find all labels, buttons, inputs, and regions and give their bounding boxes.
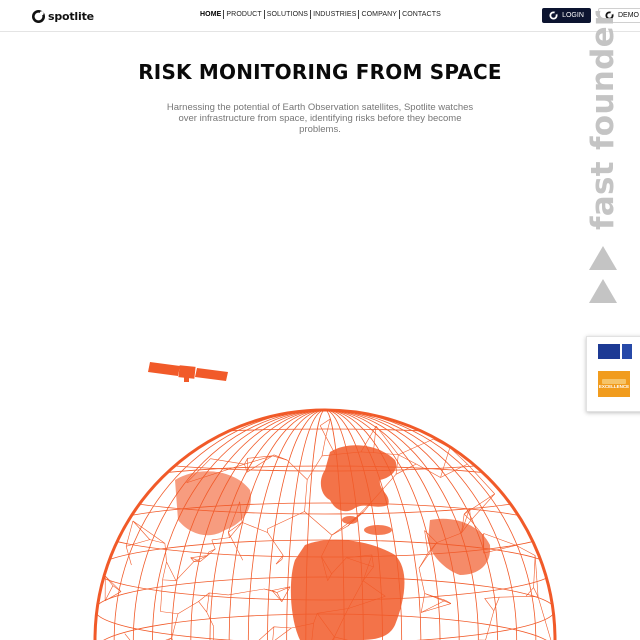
satellite-icon bbox=[148, 362, 228, 382]
eu-flag-icon bbox=[598, 344, 620, 359]
seal-text: EXCELLENCE bbox=[598, 384, 630, 389]
page-title: RISK MONITORING FROM SPACE bbox=[138, 60, 502, 84]
page-subtitle: Harnessing the potential of Earth Observation satellites, Spotlite watches over infrastructure from space, identifying risks before they become problems. bbox=[166, 102, 474, 135]
seal-of-excellence bbox=[598, 371, 630, 397]
nav-company[interactable]: COMPANY bbox=[361, 11, 398, 18]
logo-text: spotlite bbox=[48, 9, 94, 23]
continents bbox=[175, 445, 490, 640]
login-label: LOGIN bbox=[562, 12, 584, 19]
excellence-badge[interactable] bbox=[586, 336, 640, 412]
nav-product[interactable]: PRODUCT bbox=[226, 11, 262, 18]
eu-flag-icon bbox=[622, 344, 632, 359]
play-triangle-icon bbox=[589, 279, 617, 303]
play-triangle-icon bbox=[589, 246, 617, 270]
demo-label: DEMO bbox=[618, 12, 639, 19]
fast-founder-text: fast founder bbox=[585, 10, 621, 230]
nav-contacts[interactable]: CONTACTS bbox=[402, 11, 441, 18]
nav-industries[interactable]: INDUSTRIES bbox=[313, 11, 357, 18]
nav-home[interactable]: HOME bbox=[200, 11, 222, 18]
eu-caption bbox=[598, 360, 632, 363]
nav-solutions[interactable]: SOLUTIONS bbox=[266, 11, 309, 18]
